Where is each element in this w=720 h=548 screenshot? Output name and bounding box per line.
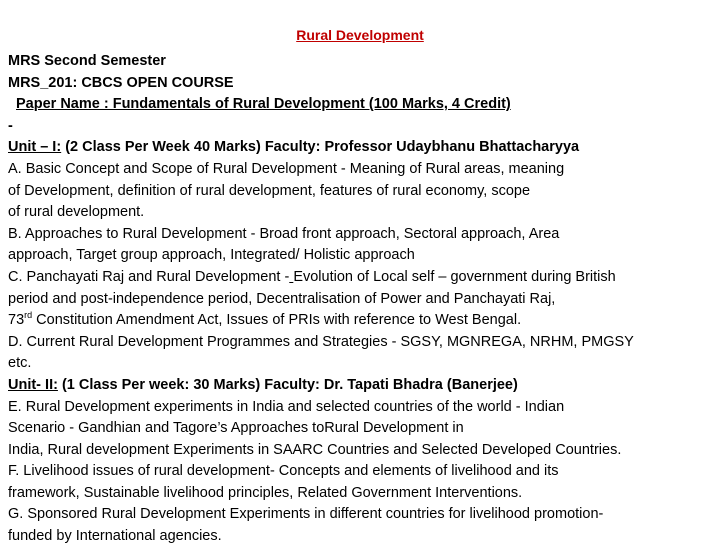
stray-mark: -: [8, 117, 13, 134]
item-c-line-1-end: Evolution of Local self – government during British: [293, 268, 616, 285]
item-c-line-3-rest: Constitution Amendment Act, Issues of PRIs with reference to West Bengal.: [32, 312, 522, 329]
item-d-line-1: D. Current Rural Development Programmes and Strategies - SGSY, MGNREGA, NRHM, PMGSY: [8, 333, 634, 350]
course-code-line: MRS_201: CBCS OPEN COURSE: [8, 74, 234, 91]
ordinal-suffix: rd: [24, 310, 33, 321]
unit-1-label: Unit – I:: [8, 139, 62, 156]
item-a-line-3: of rural development.: [8, 204, 145, 221]
item-e-line-1: E. Rural Development experiments in India and selected countries of the world - Indian: [8, 398, 565, 415]
unit-1-heading: [8, 137, 713, 159]
item-e-line-3: India, Rural development Experiments in SAARC Countries and Selected Developed Countries.: [8, 441, 622, 458]
item-c-line-3: [8, 310, 713, 332]
item-f-line-1: F. Livelihood issues of rural development- Concepts and elements of livelihood and its: [8, 463, 559, 480]
unit-1-heading-text: (2 Class Per Week 40 Marks) Faculty: Professor Udaybhanu Bhattacharyya: [65, 139, 580, 156]
item-e-line-2: Scenario - Gandhian and Tagore’s Approaches toRural Development in: [8, 420, 464, 437]
item-g-line-1: G. Sponsored Rural Development Experiments in different countries for livelihood promotion-: [8, 506, 604, 523]
unit-2-label: Unit- II:: [8, 376, 58, 393]
document-title: Rural Development: [296, 27, 424, 43]
semester-line: MRS Second Semester: [8, 53, 166, 69]
item-a-line-2: of Development, definition of rural development, features of rural economy, scope: [8, 182, 531, 199]
item-b-line-1: B. Approaches to Rural Development - Broad front approach, Sectoral approach, Area: [8, 225, 560, 242]
paper-name-line: [8, 94, 713, 116]
item-a-line-1: A. Basic Concept and Scope of Rural Development - Meaning of Rural areas, meaning: [8, 160, 565, 177]
item-b-line-2: approach, Target group approach, Integrated/ Holistic approach: [8, 247, 415, 264]
item-c-line-2: period and post-independence period, Decentralisation of Power and Panchayati Raj,: [8, 290, 556, 307]
amendment-number: 73: [8, 312, 25, 329]
item-c-line-1: [8, 267, 713, 289]
unit-2-heading-text: (1 Class Per week: 30 Marks) Faculty: Dr. Tapati Bhadra (Banerjee): [57, 376, 518, 393]
item-c-line-1-start: C. Panchayati Raj and Rural Development -: [8, 268, 290, 285]
syllabus-body: [8, 51, 713, 548]
paper-name-text: Paper Name : Fundamentals of Rural Development (100 Marks, 4 Credit): [16, 96, 511, 113]
item-d-line-2: etc.: [8, 355, 32, 372]
item-f-line-2: framework, Sustainable livelihood principles, Related Government Interventions.: [8, 484, 523, 501]
item-g-line-2: funded by International agencies.: [8, 528, 222, 545]
unit-2-heading: [8, 375, 713, 397]
